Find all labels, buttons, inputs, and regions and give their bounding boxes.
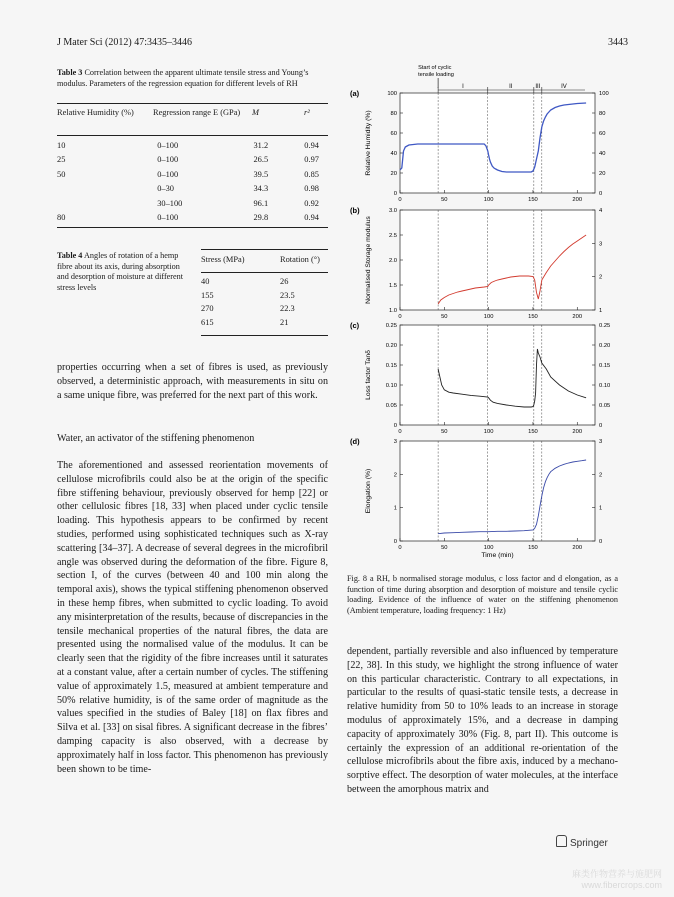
y-tick-label: 1 <box>393 505 397 512</box>
right-y-tick-label: 4 <box>599 208 603 214</box>
x-tick-label: 50 <box>441 197 448 203</box>
y-tick-label: 2 <box>393 472 397 479</box>
publisher-name: Springer <box>570 838 608 849</box>
table-row <box>201 277 328 291</box>
x-tick-label: 200 <box>572 197 583 203</box>
left-paragraph-2: The aforementioned and assessed reorientation movements of cellulose microfibrils could also be at the origin of the specific fibre stiffening behaviour, previously observed for hemp [22] or other cellulosic fibres [18, 33] when placed under cyclic tensile loading. This hypothesis appears to be confirmed by recent studies, performed using sophisticated techniques such as X-ray scattering [34–37]. A decrease of several degrees in the microfibril angle was observed during the deformation of the fibre. Figure 8, section I, of the curves (between 40 and 100 min along the temporal axis), shows the typical stiffening phenomenon observed in these hemp fibres, when submitted to cyclic loading. To avoid any misinterpretation of the results, because of discrepancies in the tensile mechanical properties of the natural fibres, the data are presented using the normalised value of the modulus. It can be clearly seen that the rigidity of the fibre increases until it saturates at a constant value, after a certain number of cycles. The stiffening value of approximately 1.5, measured at ambient temperature and 50% relative humidity, is of the same order of magnitude as the values specified in the studies of Baley [18] on flax fibres and Silva et al. [33] on sisal fibres. A significant decrease in the fibres’ damping capacity is also observed, with a decrease by approximately half in loss factor. This phenomenon has previously been shown to be time- <box>57 460 328 775</box>
table-cell: 0.97 <box>304 155 319 165</box>
y-tick-label: 0.15 <box>385 363 397 369</box>
x-tick-label: 0 <box>398 314 402 320</box>
figure-8 <box>340 58 622 568</box>
table3-header-cell: M <box>252 108 259 117</box>
x-tick-label: 100 <box>483 429 494 435</box>
table3 <box>57 108 328 138</box>
right-y-tick-label: 3 <box>599 241 603 248</box>
table-cell: 0–100 <box>157 141 179 150</box>
right-y-tick-label: 100 <box>599 91 609 97</box>
table-row <box>201 291 328 305</box>
figure-caption: Fig. 8 a RH, b normalised storage modulus, c loss factor and d elongation, as a function of time during absorption and desorption of moisture and tensile cyclic loading. Evidence of the influence of water on the stiffening phenomenon (Ambient temperature, loading frequency: 1 Hz) <box>347 574 618 615</box>
x-tick-label: 100 <box>483 197 494 203</box>
table4-header-cell: Stress (MPa) <box>201 255 245 264</box>
y-tick-label: 1.5 <box>388 283 397 289</box>
x-tick-label: 200 <box>572 314 583 320</box>
right-paragraph-1: dependent, partially reversible and also influenced by temperature [22, 38]. In this study, we highlight the strong influence of water on this particular characteristic. Contrary to all expectations, in particular to the results of quasi-static tensile tests, a decrease in relative humidity from 50 to 10% leads to an increase in storage modulus of approximately 15%, and a decrease in damping capacity of approximately 30% (Fig. 8, part II). This outcome is certainly the expression of an additional re-orientation of the cellulose microfibrils about the fibre axis, induced by a mechano-sorptive effect. The desorption of water molecules, at the interface between the amorphous matrix and <box>347 646 618 795</box>
watermark-line2: www.fibercrops.com <box>581 880 662 890</box>
section-heading: Water, an activator of the stiffening phenomenon <box>57 433 255 444</box>
table4-header-cell: Rotation (°) <box>280 255 320 264</box>
watermark <box>572 869 662 891</box>
y-tick-label: 60 <box>390 131 397 137</box>
right-y-tick-label: 0 <box>599 539 603 545</box>
table-cell: 270 <box>201 304 214 314</box>
plot-frame <box>400 441 595 541</box>
table3-header-cell: r² <box>304 108 310 117</box>
section-label: III <box>535 84 541 90</box>
y-tick-label: 0.05 <box>385 403 397 409</box>
left-paragraph-1: properties occurring when a set of fibres is used, as previously observed, a deterministic approach, with measurements in situ on a same unique fibre, was preferred for the next part of this work. <box>57 362 328 401</box>
right-y-tick-label: 20 <box>599 171 606 177</box>
table-cell: 22.3 <box>280 304 295 314</box>
table-row <box>57 199 328 213</box>
right-y-tick-label: 0.15 <box>599 363 611 369</box>
panel-label: (b) <box>350 206 360 215</box>
panel-label: (c) <box>350 321 360 330</box>
y-tick-label: 0.10 <box>385 383 397 389</box>
table-cell: 615 <box>201 317 214 327</box>
table4-header-rule <box>201 272 328 273</box>
x-tick-label: 200 <box>572 429 583 435</box>
section-label: II <box>509 84 513 90</box>
table4-body <box>201 277 328 331</box>
table-row <box>57 213 328 227</box>
table4-caption: Table 4 Angles of rotation of a hemp fibre about its axis, during absorption and desorption of moisture at different stress levels <box>57 251 184 292</box>
table4-header <box>201 255 328 269</box>
page-number: 3443 <box>608 37 628 48</box>
plot-frame <box>400 325 595 425</box>
table-cell: 0.92 <box>304 198 319 208</box>
table4-bottom-rule <box>201 335 328 336</box>
table3-header-cell: Regression range E (GPa) <box>153 108 241 117</box>
right-y-tick-label: 80 <box>599 111 606 117</box>
table3-header-rule <box>57 135 328 136</box>
table3-bottom-rule <box>57 227 328 228</box>
right-y-tick-label: 0.25 <box>599 323 611 329</box>
table-cell <box>57 184 150 198</box>
x-tick-label: 50 <box>441 429 448 435</box>
y-tick-label: 80 <box>390 111 397 117</box>
x-tick-label: 0 <box>398 197 402 203</box>
table-row <box>57 170 328 184</box>
table-cell: 21 <box>280 317 289 327</box>
x-tick-label: 0 <box>398 545 402 551</box>
y-tick-label: 40 <box>390 151 397 157</box>
table-cell: 0–100 <box>157 169 179 179</box>
table-cell: 0–100 <box>157 155 179 165</box>
springer-horse-icon <box>556 835 567 847</box>
y-axis-label: Loss factor Tanδ <box>365 350 372 400</box>
x-tick-label: 50 <box>441 545 448 551</box>
right-y-tick-label: 2 <box>599 472 603 479</box>
table-cell: 29.8 <box>253 212 269 222</box>
x-tick-label: 150 <box>528 429 538 435</box>
annotation-line2: tensile loading <box>418 72 454 78</box>
table-cell: 30–100 <box>157 198 183 208</box>
x-tick-label: 150 <box>528 545 538 551</box>
table-row <box>57 141 328 155</box>
y-tick-label: 0.20 <box>385 343 397 349</box>
panel-label: (a) <box>350 89 360 98</box>
table-cell: 23.5 <box>280 290 295 300</box>
y-tick-label: 0 <box>393 423 397 429</box>
plot-frame <box>400 93 595 193</box>
table-cell: 0–100 <box>157 212 179 222</box>
table-cell: 0.85 <box>304 169 319 179</box>
right-y-tick-label: 60 <box>599 131 606 137</box>
right-y-tick-label: 2 <box>599 274 603 281</box>
table-cell: 80 <box>57 212 66 222</box>
table-row <box>201 318 328 332</box>
x-tick-label: 50 <box>441 314 448 320</box>
table-cell: 0.98 <box>304 184 319 194</box>
y-tick-label: 3.0 <box>388 208 397 214</box>
table-cell: 40 <box>201 277 210 286</box>
table-cell: 34.3 <box>253 184 269 194</box>
annotation-line1: Start of cyclic <box>418 65 452 71</box>
x-tick-label: 150 <box>528 197 538 203</box>
right-y-tick-label: 1 <box>599 308 603 314</box>
panel-label: (d) <box>350 437 360 446</box>
table-row <box>57 184 328 198</box>
table3-header-cell: Relative Humidity (%) <box>57 108 134 117</box>
table-cell: 25 <box>57 155 66 165</box>
right-y-tick-label: 0.20 <box>599 343 611 349</box>
section-label: I <box>462 84 464 90</box>
y-tick-label: 100 <box>387 91 397 97</box>
y-tick-label: 3 <box>393 439 397 445</box>
right-y-tick-label: 1 <box>599 505 603 512</box>
running-header: J Mater Sci (2012) 47:3435–3446 <box>57 37 192 48</box>
table-cell: 50 <box>57 169 66 179</box>
y-tick-label: 0 <box>393 539 397 545</box>
table-cell: 39.5 <box>253 169 269 179</box>
x-tick-label: 150 <box>528 314 538 320</box>
table-cell: 10 <box>57 141 66 150</box>
x-tick-label: 100 <box>483 314 494 320</box>
table3-caption: Table 3 Correlation between the apparent ultimate tensile stress and Young’s modulus. Parameters of the regression equation for different levels of RH <box>57 68 309 88</box>
table-cell: 0–30 <box>157 184 174 194</box>
watermark-line1: 麻类作物营养与施肥网 <box>571 869 662 879</box>
y-tick-label: 1.0 <box>388 308 397 314</box>
section-label: IV <box>561 84 567 90</box>
y-axis-label: Relative Humidity (%) <box>365 110 372 176</box>
y-tick-label: 2.0 <box>388 258 397 264</box>
table-cell <box>57 199 150 213</box>
right-y-tick-label: 0 <box>599 423 603 429</box>
table-cell: 96.1 <box>253 198 269 208</box>
y-axis-label: Elongation (%) <box>365 468 372 514</box>
right-y-tick-label: 0.10 <box>599 383 611 389</box>
table4-top-rule <box>201 249 328 250</box>
y-tick-label: 20 <box>390 171 397 177</box>
y-tick-label: 0.25 <box>385 323 397 329</box>
right-y-tick-label: 0 <box>599 191 603 197</box>
right-y-tick-label: 40 <box>599 151 606 157</box>
y-tick-label: 2.5 <box>388 233 397 239</box>
table-row <box>201 304 328 318</box>
table3-top-rule <box>57 103 328 104</box>
plot-frame <box>400 210 595 310</box>
x-tick-label: 100 <box>483 545 494 551</box>
springer-logo <box>556 835 608 849</box>
table-row <box>57 155 328 169</box>
y-axis-label: Normalised Storage modulus <box>365 216 372 304</box>
table-cell: 0.94 <box>304 212 319 222</box>
y-tick-label: 0 <box>393 191 397 197</box>
table3-body <box>57 141 328 227</box>
table-cell: 26 <box>280 277 289 286</box>
table-cell: 0.94 <box>304 141 319 150</box>
table-cell: 155 <box>201 290 214 300</box>
x-axis-label: Time (min) <box>481 552 514 559</box>
x-tick-label: 0 <box>398 429 402 435</box>
table-cell: 26.5 <box>253 155 269 165</box>
x-tick-label: 200 <box>572 545 583 551</box>
right-y-tick-label: 0.05 <box>599 403 611 409</box>
table-cell: 31.2 <box>253 141 269 150</box>
right-y-tick-label: 3 <box>599 439 603 445</box>
